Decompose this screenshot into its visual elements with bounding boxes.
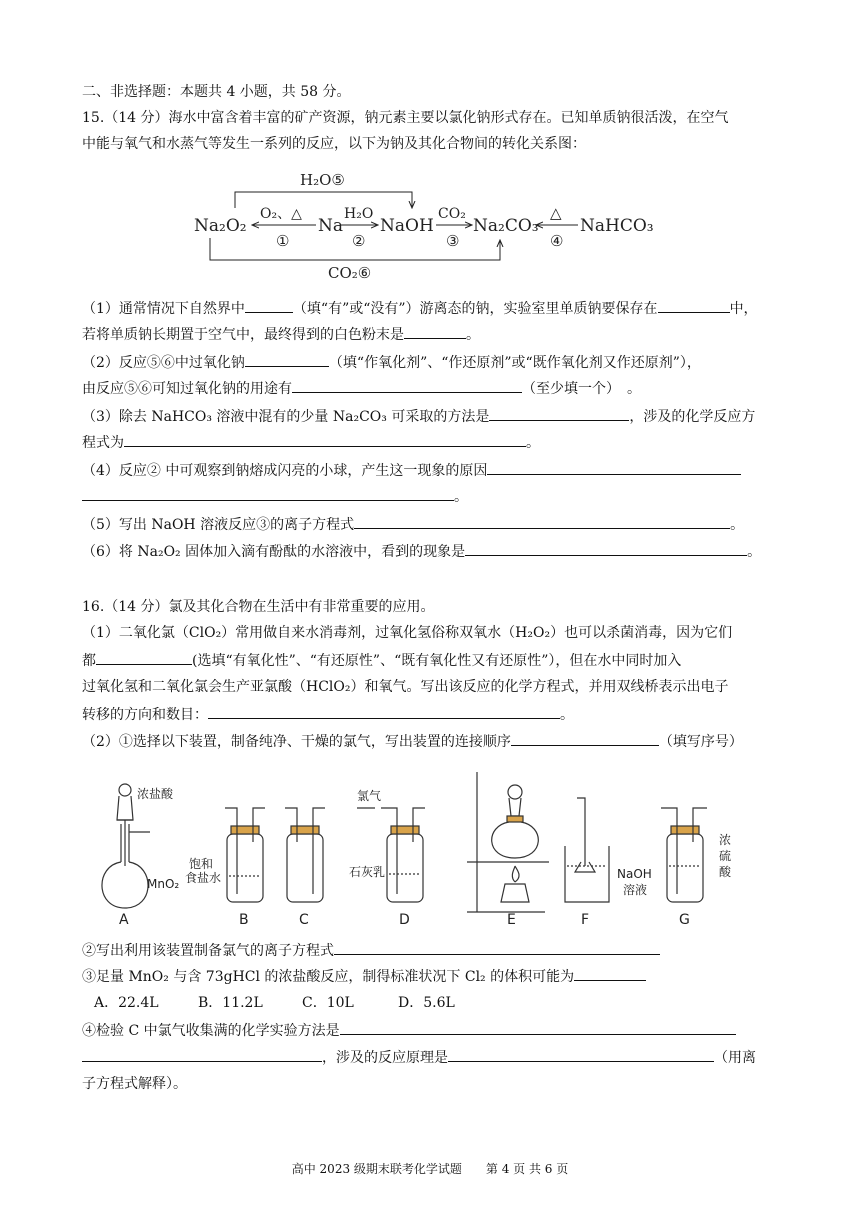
label-g-text3: 酸 [719,865,732,879]
label-g-text1: 浓 [719,833,732,847]
naoh-species: NaOH [380,216,434,236]
reaction1-number: ① [276,232,290,250]
reaction2-reagent: H₂O [344,206,374,222]
q15-part2-line2: 由反应⑤⑥可知过氧化钠的用途有 （至少填一个） 。 [82,378,641,399]
reaction3-number: ③ [446,232,460,250]
label-naoh-solution: 溶液 [623,883,648,897]
q16-part2-line4: ④检验 C 中氯气收集满的化学实验方法是 [82,1020,736,1041]
reaction3-reagent: CO₂ [438,206,466,222]
q16-part2-line2: ②写出利用该装置制备氯气的离子方程式 [82,940,660,961]
apparatus-c [285,808,325,902]
q16-part1-line4: 转移的方向和数目： 。 [82,704,574,725]
answer-blank[interactable] [340,1020,736,1035]
apparatus-f [565,798,609,902]
q15-part3-line1: （3）除去 NaHCO₃ 溶液中混有的少量 Na₂CO₃ 可采取的方法是 ，涉及的化学反应方 [82,406,755,427]
apparatus-a [102,784,150,908]
answer-blank[interactable] [334,940,660,955]
q16-part2-line6: 子方程式解释）。 [82,1076,187,1092]
apparatus-e [467,772,549,912]
q15-intro-line1: 15.（14 分）海水中富含着丰富的矿产资源，钠元素主要以氯化钠形式存在。已知单质钠很活泼，在空气 [82,110,729,126]
q16-part1-line2: 都 (选填“有氧化性”、“有还原性”、“既有氧化性又有还原性”），但在水中同时加入 [82,650,681,671]
answer-blank[interactable] [82,1047,322,1062]
label-naoh: NaOH [617,867,652,881]
reaction4-number: ④ [550,232,564,250]
q16-part2-line3: ③足量 MnO₂ 与含 73gHCl 的浓盐酸反应，制得标准状况下 Cl₂ 的体积可能为 [82,966,646,987]
q15-part5: （5）写出 NaOH 溶液反应③的离子方程式 。 [82,514,744,535]
answer-blank[interactable] [658,298,730,313]
page-footer: 高中 2023 级期末联考化学试题 第 4 页 共 6 页 [291,1162,569,1176]
apparatus-figure [95,762,795,927]
label-b-text2: 食盐水 [185,871,222,885]
answer-blank[interactable] [354,514,730,529]
answer-blank[interactable] [82,486,454,501]
answer-blank[interactable] [511,731,659,746]
q15-part6: （6）将 Na₂O₂ 固体加入滴有酚酞的水溶液中，看到的现象是 。 [82,541,761,562]
q15-part3-line2: 程式为 。 [82,432,540,453]
answer-blank[interactable] [448,1047,714,1062]
reaction2-number: ② [352,232,366,250]
answer-blank[interactable] [489,406,629,421]
reaction5-label: H₂O⑤ [300,171,345,189]
q15-part1-line1: （1）通常情况下自然界中 （填“有”或“没有”）游离态的钠，实验室里单质钠要保存在 中， [82,298,758,319]
q15-part2-line1: （2）反应⑤⑥中过氧化钠 （填“作氧化剂”、“作还原剂”或“既作氧化剂又作还原剂”）， [82,352,701,373]
answer-blank[interactable] [404,324,466,339]
label-g-text2: 硫 [719,849,732,863]
q16-part1-line1: （1）二氧化氯（ClO₂）常用做自来水消毒剂，过氧化氢俗称双氧水（H₂O₂）也可以杀菌消毒，因为它们 [82,625,733,641]
section-title: 二、非选择题：本题共 4 小题，共 58 分。 [82,84,351,100]
q15-part1-line2: 若将单质钠长期置于空气中，最终得到的白色粉末是 。 [82,324,480,345]
label-b: B [239,912,249,927]
answer-blank[interactable] [96,650,192,665]
option-b[interactable]: B．11.2L [198,995,263,1011]
label-g: G [679,912,690,927]
apparatus-b [225,808,265,902]
label-mno2: MnO₂ [147,877,180,891]
answer-blank[interactable] [245,352,329,367]
option-a[interactable]: A．22.4L [94,995,159,1011]
q16-part2-line1: （2）①选择以下装置，制备纯净、干燥的氯气，写出装置的连接顺序 （填写序号） [82,731,743,752]
q15-part4-line1: （4）反应② 中可观察到钠熔成闪亮的小球，产生这一现象的原因 [82,460,741,481]
option-c[interactable]: C．10L [302,995,354,1011]
answer-blank[interactable] [208,704,560,719]
apparatus-d [357,808,425,902]
option-d[interactable]: D．5.6L [398,995,455,1011]
q15-part4-line2: 。 [82,486,468,507]
sodium-conversion-scheme [190,168,690,280]
nahco3-species: NaHCO₃ [580,216,654,236]
q16-options [94,993,455,1013]
reaction4-condition: △ [550,204,562,222]
label-b-text1: 饱和 [189,857,214,871]
label-f: F [581,912,590,927]
na-species: Na [318,216,344,236]
reaction6-label: CO₂⑥ [328,264,372,280]
na2co3-species: Na₂CO₃ [473,216,539,236]
reaction1-condition: O₂、△ [260,206,302,222]
answer-blank[interactable] [487,460,741,475]
label-c: C [299,912,309,927]
label-conc-hcl: 浓盐酸 [137,787,174,801]
q15-intro-line2: 中能与氧气和水蒸气等发生一系列的反应，以下为钠及其化合物间的转化关系图： [82,136,586,152]
label-d: D [399,912,410,927]
answer-blank[interactable] [124,432,526,447]
q16-part2-line5: ，涉及的反应原理是 （用离 [82,1047,756,1068]
answer-blank[interactable] [574,966,646,981]
label-lime-milk: 石灰乳 [349,865,386,879]
na2o2-species: Na₂O₂ [194,216,247,236]
q16-part1-line3: 过氧化氢和二氧化氯会生产亚氯酸（HClO₂）和氧气。写出该反应的化学方程式，并用双线桥表示出电子 [82,679,729,695]
answer-blank[interactable] [465,541,747,556]
answer-blank[interactable] [292,378,522,393]
apparatus-g [661,808,707,902]
label-e: E [507,912,516,927]
answer-blank[interactable] [245,298,293,313]
label-a: A [119,912,129,927]
label-chlorine: 氯气 [357,789,382,803]
q16-intro: 16.（14 分）氯及其化合物在生活中有非常重要的应用。 [82,599,435,615]
